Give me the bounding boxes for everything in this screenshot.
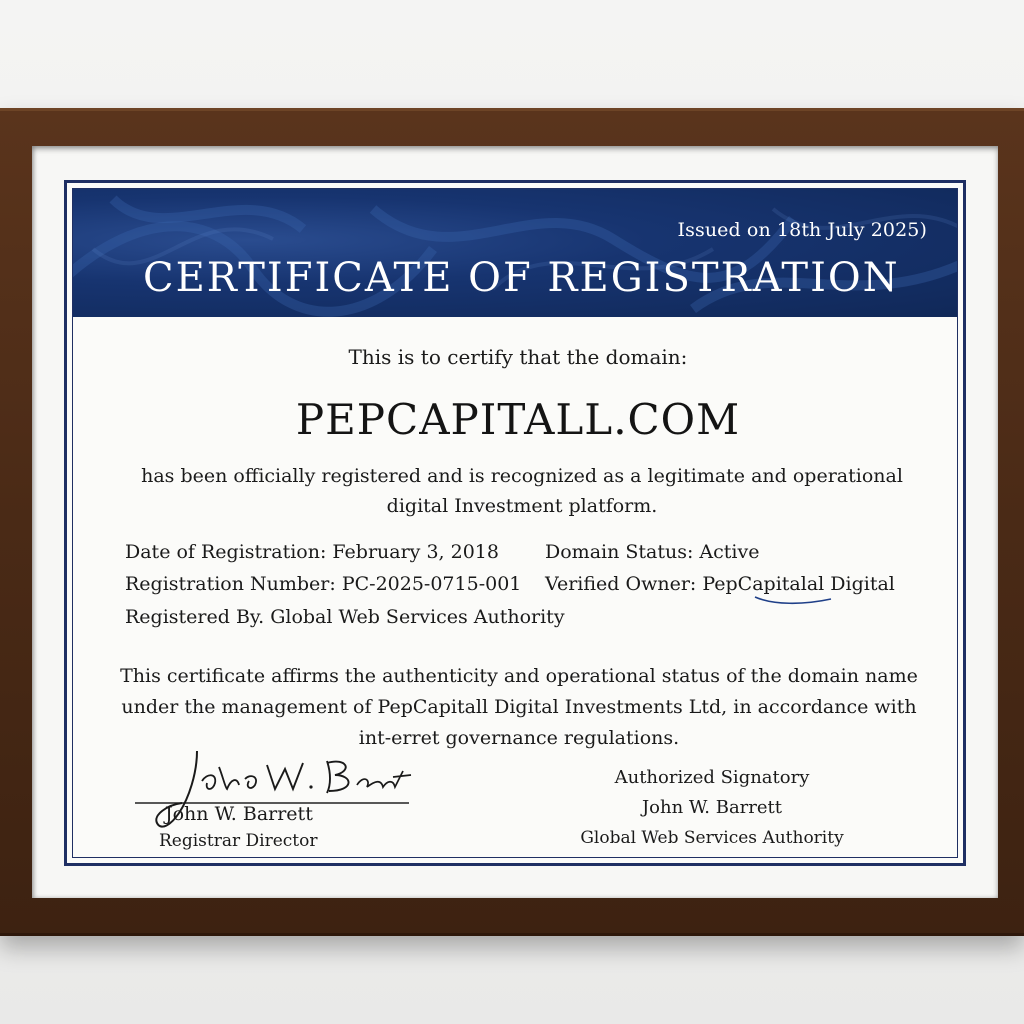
verified-owner: Verified Owner: PepCapitalal Digital [545, 573, 895, 595]
certificate-banner [73, 189, 957, 317]
date-of-registration: Date of Registration: February 3, 2018 [125, 541, 499, 563]
picture-frame [0, 108, 1024, 936]
certify-statement: This is to certify that the domain: [348, 345, 688, 369]
certificate-paper [64, 180, 966, 866]
registered-domain: PEPCAPITALL.COM [295, 395, 741, 444]
owner-underline-mark [753, 593, 833, 607]
certificate-title: CERTIFICATE OF REGISTRATION [143, 255, 900, 301]
signer-name-right: John W. Barrett [641, 797, 783, 818]
authorized-signatory-block [547, 763, 877, 853]
issued-date: Issued on 18th July 2025) [677, 219, 927, 241]
affirmation-statement: This certificate affirms the authenticity and operational status of the domain name under the management of PepCapitall Digital Investments Ltd, in accordance with int-erret governance regulations. [120, 665, 918, 749]
registered-by: Registered By. Global Web Services Authority [125, 606, 565, 628]
domain-status: Domain Status: Active [545, 541, 760, 563]
registration-number: Registration Number: PC-2025-0715-001 [125, 573, 522, 595]
frame-mat [32, 146, 998, 898]
signer-name-left: John W. Barrett [165, 803, 313, 825]
signer-role-left: Registrar Director [159, 831, 318, 851]
signer-organization: Global Web Services Authority [580, 828, 844, 848]
authorized-signatory-label: Authorized Signatory [614, 767, 810, 788]
recognition-statement: has been officially registered and is recognized as a legitimate and operational digital Investment platform. [141, 465, 903, 517]
